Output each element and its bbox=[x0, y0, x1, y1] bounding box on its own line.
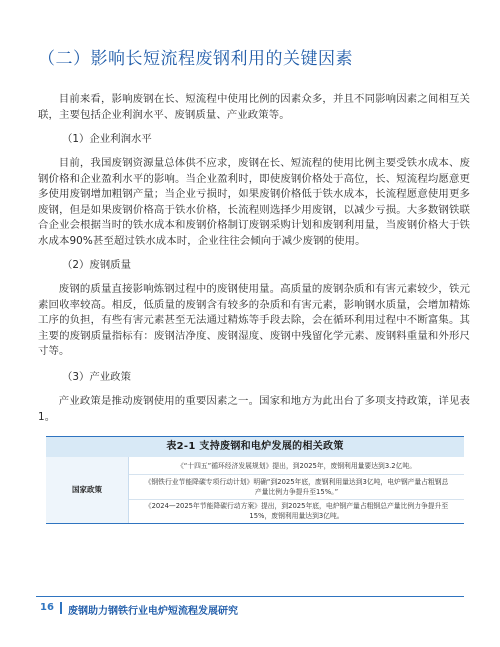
intro-paragraph: 目前来看，影响废钢在长、短流程中使用比例的因素众多，并且不同影响因素之间相互关联，主要包括企业利润水平、废钢质量、产业政策等。 bbox=[38, 93, 470, 121]
footer-title: 废钢助力钢铁行业电炉短流程发展研究 bbox=[68, 606, 238, 617]
table-row-label: 国家政策 bbox=[46, 457, 129, 523]
footer-rule bbox=[36, 596, 464, 597]
table-row: 《钢铁行业节能降碳专项行动计划》明确“到2025年底，废钢利用量达到3亿吨，电炉钢产量占粗钢总产量比例力争提升至15%。” bbox=[144, 478, 449, 496]
table-divider bbox=[129, 499, 464, 500]
subsection-heading-profit: （1）企业利润水平 bbox=[62, 133, 152, 145]
table-caption: 表2-1 支持废钢和电炉发展的相关政策 bbox=[46, 437, 464, 457]
table-row: 《2024—2025年节能降碳行动方案》提出，到2025年底，电炉钢产量占粗钢总产量比例力争提升至15%，废钢利用量达到3亿吨。 bbox=[144, 502, 449, 520]
footer-separator bbox=[60, 602, 62, 614]
subsection-heading-quality: （2）废钢质量 bbox=[62, 259, 131, 271]
section-title: （二）影响长短流程废钢利用的关键因素 bbox=[38, 49, 353, 69]
subsection-body-quality: 废钢的质量直接影响炼钢过程中的废钢使用量。高质量的废钢杂质和有害元素较少，铁元素回收率较高。相反，低质量的废钢含有较多的杂质和有害元素，影响钢水质量，会增加精炼工序的负担，有些有害元素甚至无法通过精炼等手段去除，会在循环利用过程中不断富集。其主要的废钢质量指标有：废钢洁净度、废钢湿度、废钢中残留化学元素、废钢料重量和外形尺寸等。 bbox=[38, 283, 470, 358]
table-row: 《“十四五”循环经济发展规划》提出，到2025年，废钢利用量要达到3.2亿吨。 bbox=[176, 462, 417, 470]
subsection-body-profit: 目前，我国废钢资源量总体供不应求，废钢在长、短流程的使用比例主要受铁水成本、废钢价格和企业盈利水平的影响。当企业盈利时，即使废钢价格处于高位，长、短流程均愿意更多使用废钢增加粗钢产量；当企业亏损时，如果废钢价格低于铁水成本，长流程愿意使用更多废钢，但是如果废钢价格高于铁水价格，长流程则选择少用废钢，以减少亏损。大多数钢铁联合企业会根据当时的铁水成本和废钢价格制订废钢采购计划和废钢利用量，当废钢价格大于铁水成本90%甚至超过铁水成本时，企业往往会倾向于减少废钢的使用。 bbox=[38, 157, 470, 247]
page-number: 16 bbox=[40, 602, 54, 613]
table-divider bbox=[129, 474, 464, 475]
subsection-heading-policy: （3）产业政策 bbox=[62, 371, 131, 383]
subsection-body-policy: 产业政策是推动废钢使用的重要因素之一。国家和地方为此出台了多项支持政策，详见表1。 bbox=[38, 395, 470, 423]
table-bottom-rule bbox=[46, 523, 464, 524]
